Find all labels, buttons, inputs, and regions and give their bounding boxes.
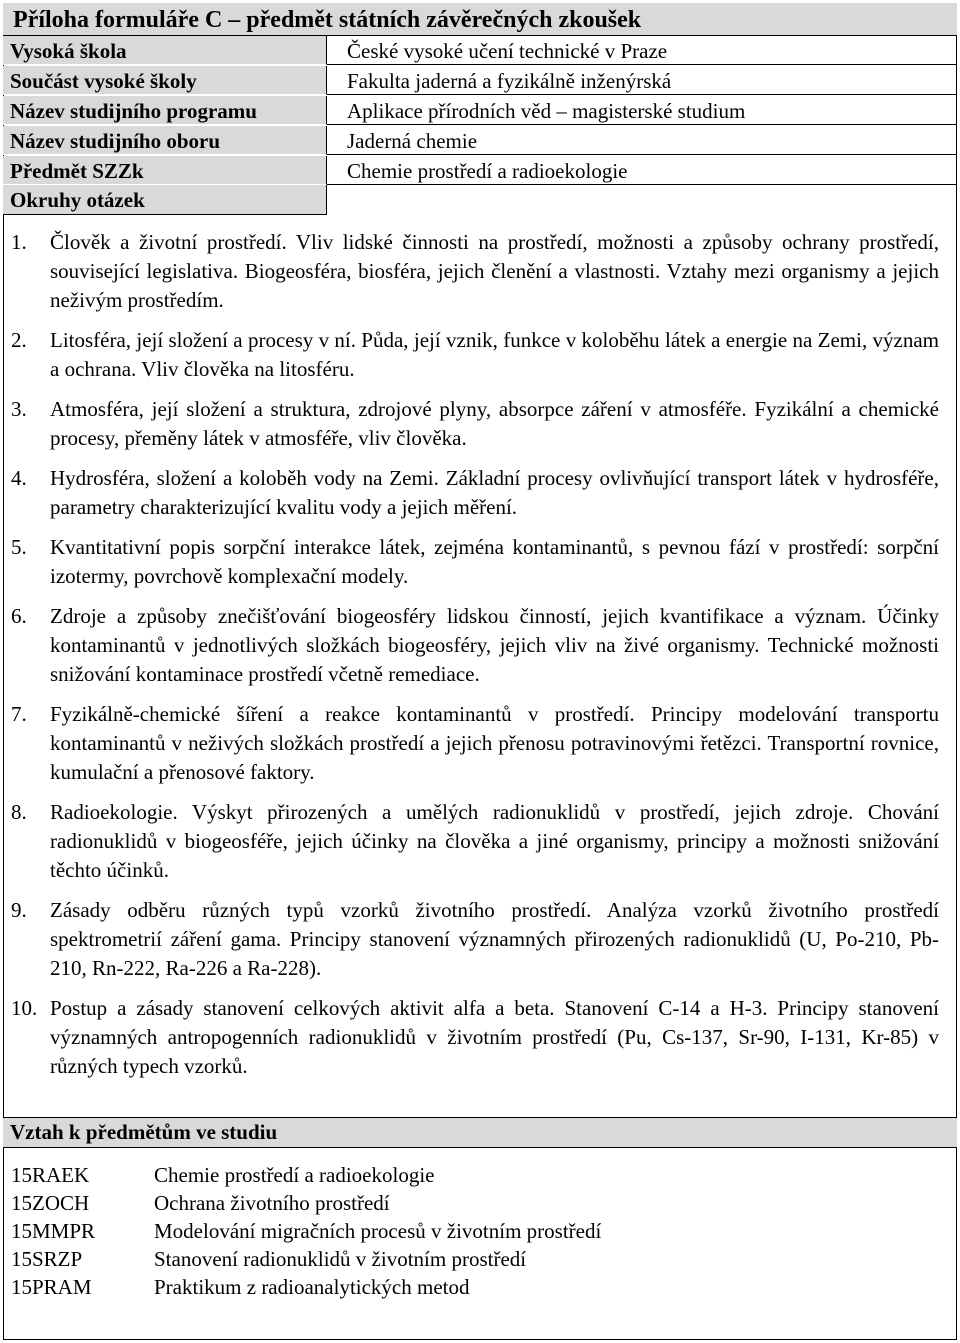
topic-text: Zdroje a způsoby znečišťování biogeosféry lidskou činností, jejich kvantifikace a význam. Účinky kontaminantů v jednotlivých složkách biogeosféry, jejich vliv na živé organismy. Technické možnosti snižování kontaminace prostředí včetně remediace. (50, 604, 939, 686)
topic-text: Postup a zásady stanovení celkových aktivit alfa a beta. Stanovení C-14 a H-3. Principy stanovení významných antropogenních radionuklidů v životním prostředí (Pu, Cs-137, Sr-90, I-131, Kr-85) v různých typech vzorků. (50, 996, 939, 1078)
info-value-text: Jaderná chemie (347, 129, 478, 153)
courses-list (11, 1161, 911, 1301)
course-row (11, 1189, 911, 1217)
topic-number: 4. (11, 466, 27, 490)
topic-text: Člověk a životní prostředí. Vliv lidské činnosti na prostředí, možnosti a způsoby ochrany prostředí, související legislativa. Biogeosféra, biosféra, jejich členění a vlastnosti. Vztahy mezi organismy a jejich neživým prostředím. (50, 230, 939, 312)
topic-item (11, 326, 939, 384)
topic-item (11, 464, 939, 522)
course-row (11, 1273, 911, 1301)
topics-heading (3, 185, 327, 215)
topic-number: 8. (11, 800, 27, 824)
topic-item (11, 896, 939, 983)
info-row-field (3, 126, 957, 155)
topic-text: Atmosféra, její složení a struktura, zdrojové plyny, absorpce záření v atmosféře. Fyzikální a chemické procesy, přeměny látek v atmosféře, vliv člověka. (50, 397, 939, 450)
info-value (327, 126, 957, 155)
topic-number: 2. (11, 328, 27, 352)
courses-heading-text: Vztah k předmětům ve studiu (10, 1120, 278, 1144)
topic-number: 9. (11, 898, 27, 922)
course-name: Chemie prostředí a radioekologie (154, 1163, 435, 1187)
info-label (3, 156, 327, 185)
course-code: 15RAEK (11, 1163, 90, 1187)
info-value-text: České vysoké učení technické v Praze (347, 39, 668, 63)
course-code: 15PRAM (11, 1275, 92, 1299)
page-title: Příloha formuláře C – předmět státních závěrečných zkoušek (13, 7, 642, 33)
topic-item (11, 533, 939, 591)
course-name: Modelování migračních procesů v životním prostředí (154, 1219, 602, 1243)
course-name: Stanovení radionuklidů v životním prostředí (154, 1247, 527, 1271)
topic-number: 6. (11, 604, 27, 628)
course-name: Ochrana životního prostředí (154, 1191, 390, 1215)
topic-text: Radioekologie. Výskyt přirozených a umělých radionuklidů v prostředí, jejich zdroje. Chování radionuklidů v biogeosféře, jejich účinky na člověka a jiné organismy, principy a možnosti snižování těchto účinků. (50, 800, 939, 882)
info-label (3, 96, 327, 125)
info-label (3, 36, 327, 65)
info-value-text: Fakulta jaderná a fyzikálně inženýrská (347, 69, 672, 93)
topic-number: 1. (11, 230, 27, 254)
course-code: 15SRZP (11, 1247, 83, 1271)
topic-text: Hydrosféra, složení a koloběh vody na Zemi. Základní procesy ovlivňující transport látek v hydrosféře, parametry charakterizující kvalitu vody a jejich měření. (50, 466, 939, 519)
info-label (3, 66, 327, 95)
info-value (327, 96, 957, 125)
info-value (327, 36, 957, 65)
topics-list (11, 228, 939, 1092)
info-value (327, 156, 957, 185)
info-row-school (3, 36, 957, 65)
info-row-faculty (3, 66, 957, 95)
info-value-text: Chemie prostředí a radioekologie (347, 159, 628, 183)
topic-item (11, 700, 939, 787)
topics-heading-text: Okruhy otázek (10, 188, 145, 212)
topic-text: Zásady odběru různých typů vzorků životního prostředí. Analýza vzorků životního prostředí spektrometrií záření gama. Principy stanovení významných přirozených radionuklidů (U, Po-210, Pb-210, Rn-222, Ra-226 a Ra-228). (50, 898, 939, 980)
info-row-subject (3, 156, 957, 185)
topic-item (11, 994, 939, 1081)
topic-text: Kvantitativní popis sorpční interakce látek, zejména kontaminantů, s pevnou fází v prostředí: sorpční izotermy, povrchově komplexační modely. (50, 535, 939, 588)
course-row (11, 1245, 911, 1273)
info-label (3, 126, 327, 155)
info-label-text: Název studijního oboru (10, 129, 221, 153)
info-label-text: Součást vysoké školy (10, 69, 197, 93)
topic-item (11, 602, 939, 689)
topic-number: 3. (11, 397, 27, 421)
courses-heading (3, 1117, 957, 1148)
info-value-text: Aplikace přírodních věd – magisterské studium (347, 99, 746, 123)
info-value (327, 66, 957, 95)
course-code: 15ZOCH (11, 1191, 90, 1215)
info-label-text: Vysoká škola (10, 39, 127, 63)
topic-text: Litosféra, její složení a procesy v ní. Půda, její vznik, funkce v koloběhu látek a energie na Zemi, význam a ochrana. Vliv člověka na litosféru. (50, 328, 939, 381)
topic-number: 10. (11, 996, 38, 1020)
info-label-text: Předmět SZZk (10, 159, 144, 183)
topic-item (11, 228, 939, 315)
info-label-text: Název studijního programu (10, 99, 257, 123)
course-row (11, 1217, 911, 1245)
title-bar (3, 3, 957, 36)
info-row-program (3, 96, 957, 125)
topic-item (11, 798, 939, 885)
course-code: 15MMPR (11, 1219, 96, 1243)
course-name: Praktikum z radioanalytických metod (154, 1275, 470, 1299)
topic-item (11, 395, 939, 453)
topic-text: Fyzikálně-chemické šíření a reakce kontaminantů v prostředí. Principy modelování transportu kontaminantů v neživých složkách prostředí a jejich přenosu potravinovými řetězci. Transportní rovnice, kumulační a přenosové faktory. (50, 702, 939, 784)
topic-number: 5. (11, 535, 27, 559)
course-row (11, 1161, 911, 1189)
topic-number: 7. (11, 702, 27, 726)
